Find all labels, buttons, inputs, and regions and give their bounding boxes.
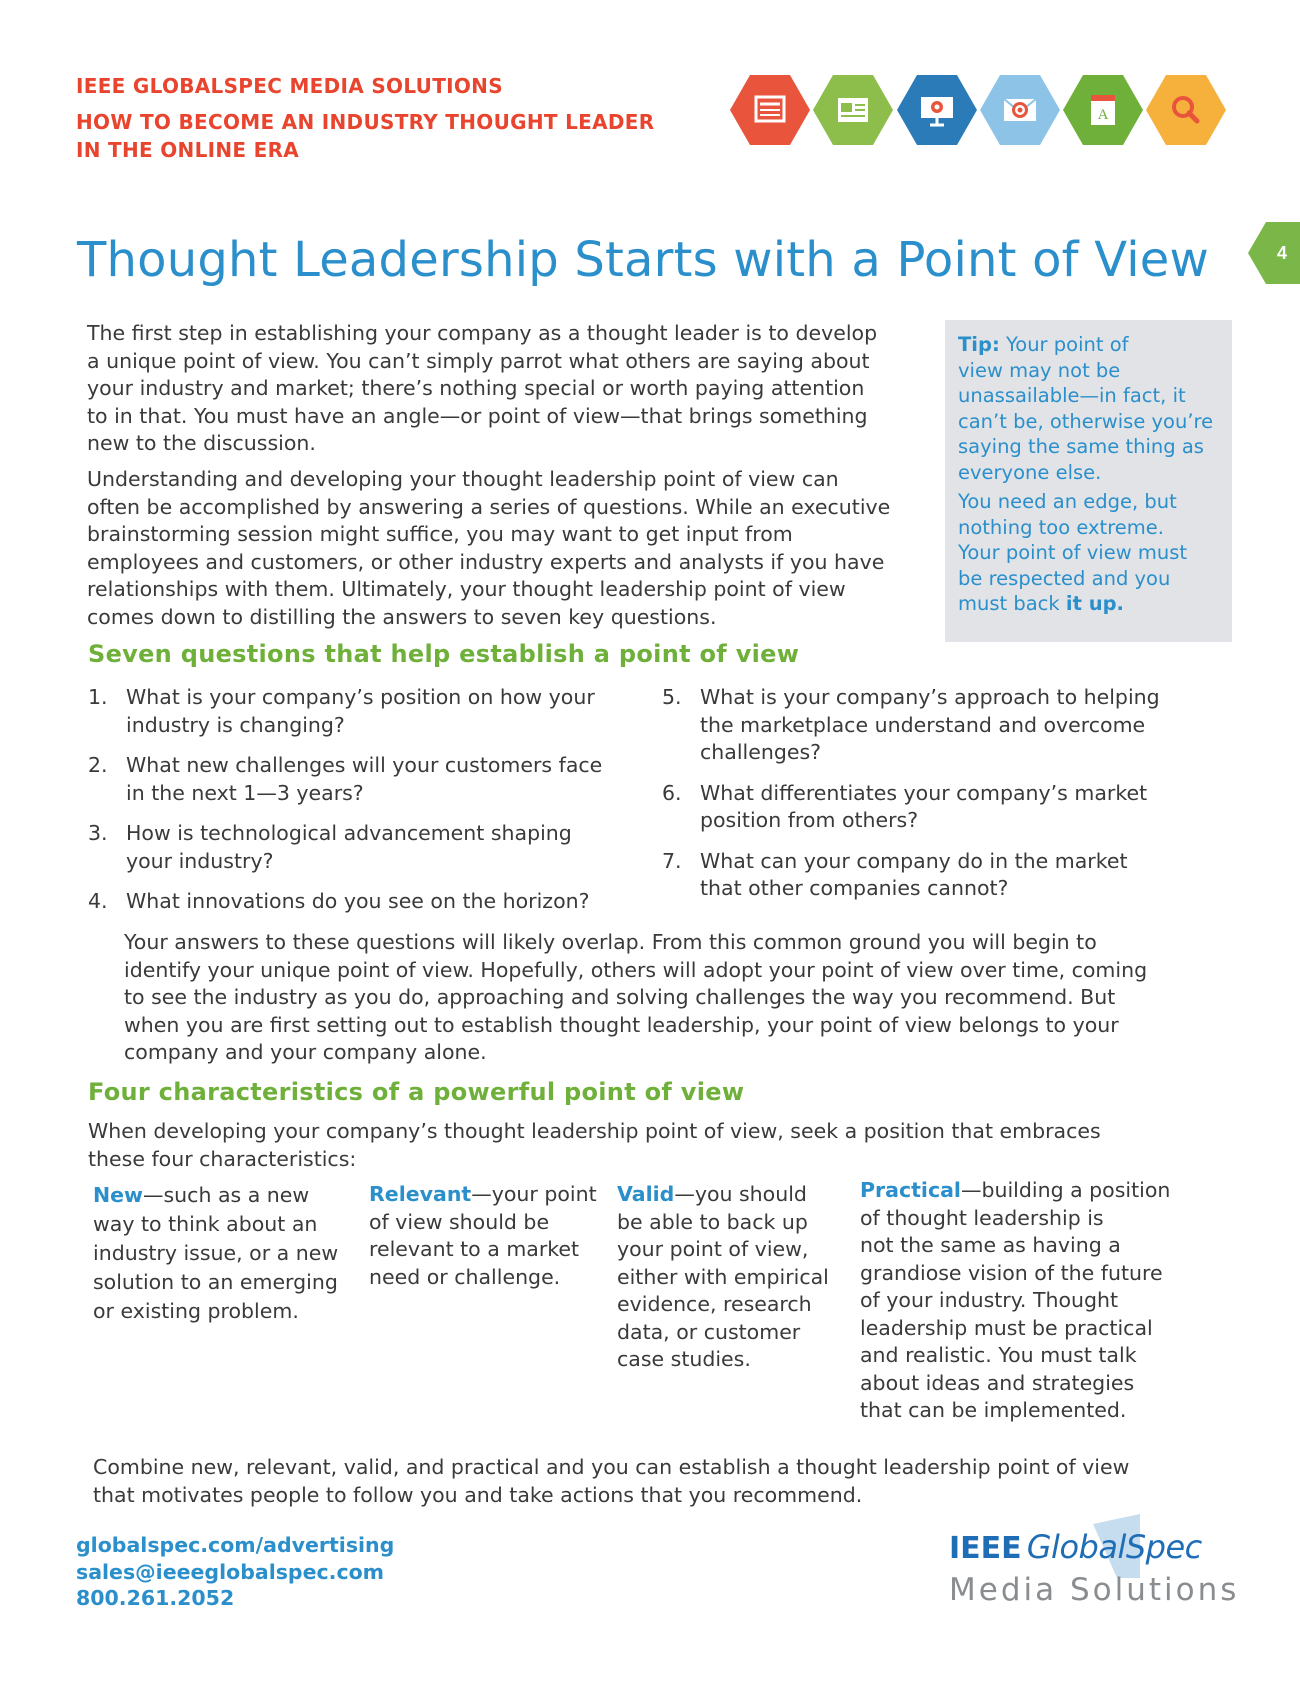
tip-label: Tip:	[958, 333, 1000, 356]
text-line: that motivates people to follow you and take actions that you recommend.	[93, 1482, 863, 1507]
footer-contact	[76, 1532, 394, 1612]
website-link[interactable]: globalspec.com/advertising	[76, 1533, 395, 1557]
tip-paragraph-1	[958, 332, 1226, 485]
questions-summary	[124, 929, 1244, 1067]
text-line: —such as a new	[143, 1183, 310, 1207]
list-item	[662, 780, 1202, 835]
presentation-screen-icon	[897, 75, 977, 145]
characteristic-practical	[860, 1177, 1190, 1425]
text-line: employees and customers, or other industry experts and analysts if you have	[87, 549, 885, 574]
text-line: and realistic. You must talk	[860, 1343, 1137, 1367]
list-number: 1.	[88, 685, 108, 709]
text-line: evidence, research	[617, 1292, 812, 1316]
text-line: —your point	[471, 1182, 597, 1206]
text-line: these four characteristics:	[88, 1146, 357, 1171]
text-line: identify your unique point of view. Hopefully, others will adopt your point of view over time, coming	[124, 957, 1148, 982]
page-number: 4	[1276, 243, 1288, 263]
text-line: be respected and you	[958, 566, 1171, 590]
characteristic-keyword: Relevant	[369, 1182, 472, 1206]
characteristic-new	[93, 1181, 363, 1326]
search-icon	[1146, 75, 1226, 145]
text-line: way to think about an	[93, 1212, 318, 1236]
four-characteristics-heading: Four characteristics of a powerful point of view	[88, 1078, 745, 1106]
characteristic-keyword: Practical	[860, 1178, 961, 1202]
tip-emphasis: it up.	[1065, 592, 1124, 615]
text-line: When developing your company’s thought leadership point of view, seek a position that embraces	[88, 1119, 1101, 1143]
newspaper-icon	[730, 75, 810, 145]
text-line: solution to an emerging	[93, 1270, 338, 1294]
text-line: challenges?	[700, 740, 822, 764]
text-line: How is technological advancement shaping	[126, 821, 572, 845]
text-line: comes down to distilling the answers to seven key questions.	[87, 604, 717, 629]
text-line: Your point of view must	[958, 541, 1188, 564]
text-line: position from others?	[700, 808, 919, 832]
list-number: 2.	[88, 753, 108, 777]
ebook-icon	[1063, 75, 1143, 145]
text-line: What differentiates your company’s market	[700, 780, 1148, 805]
text-line: your industry?	[126, 848, 274, 873]
text-line: that can be implemented.	[860, 1398, 1127, 1422]
web-page-icon	[813, 75, 893, 145]
text-line: view may not be	[958, 358, 1121, 382]
text-line: What innovations do you see on the horizon?	[126, 889, 590, 913]
text-line: often be accomplished by answering a series of questions. While an executive	[87, 494, 891, 519]
text-line: of thought leadership is	[860, 1205, 1104, 1230]
list-number: 7.	[662, 848, 682, 873]
text-line: of your industry. Thought	[860, 1288, 1119, 1312]
text-line: brainstorming session might suffice, you may want to get input from	[87, 522, 793, 546]
closing-paragraph	[93, 1454, 1223, 1509]
text-line: What can your company do in the market	[700, 848, 1128, 873]
text-line: not the same as having a	[860, 1233, 1121, 1257]
list-item	[88, 888, 648, 916]
list-number: 6.	[662, 780, 682, 805]
text-line: What new challenges will your customers face	[126, 753, 603, 777]
text-line: grandiose vision of the future	[860, 1260, 1163, 1285]
text-line: new to the discussion.	[87, 431, 316, 455]
text-line: You need an edge, but	[958, 490, 1177, 513]
text-line: Combine new, relevant, valid, and practical and you can establish a thought leadership point of view	[93, 1455, 1130, 1479]
list-number: 5.	[662, 685, 682, 709]
questions-list-left	[88, 684, 648, 929]
text-line: leadership must be practical	[860, 1315, 1153, 1340]
text-line: industry issue, or a new	[93, 1241, 339, 1265]
questions-list-right	[662, 684, 1202, 916]
text-line: Understanding and developing your thought leadership point of view can	[87, 467, 839, 491]
text-line: The first step in establishing your company as a thought leader is to develop	[87, 321, 878, 345]
intro-paragraph-1	[87, 320, 937, 458]
text-line: Your point of	[999, 333, 1129, 356]
list-item	[662, 848, 1202, 903]
text-line: either with empirical	[617, 1264, 829, 1289]
tip-box	[945, 320, 1232, 642]
svg-text:A: A	[1097, 107, 1109, 123]
list-item	[88, 820, 648, 875]
text-line: about ideas and strategies	[860, 1370, 1135, 1395]
text-line: that other companies cannot?	[700, 876, 1009, 900]
text-line: a unique point of view. You can’t simply parrot what others are saying about	[87, 348, 870, 373]
list-number: 4.	[88, 889, 108, 913]
brand-header: IEEE GLOBALSPEC MEDIA SOLUTIONS	[76, 74, 503, 98]
characteristic-valid	[617, 1181, 857, 1374]
guide-title-line2: IN THE ONLINE ERA	[76, 138, 300, 162]
text-line: can’t be, otherwise you’re	[958, 409, 1214, 433]
text-line: or existing problem.	[93, 1299, 299, 1323]
logo-ieee: IEEE	[949, 1531, 1022, 1566]
text-line: your industry and market; there’s nothing special or worth paying attention	[87, 376, 865, 400]
email-target-icon	[980, 75, 1060, 145]
guide-title-line1: HOW TO BECOME AN INDUSTRY THOUGHT LEADER	[76, 110, 655, 134]
characteristic-relevant	[369, 1181, 614, 1291]
text-line: What is your company’s approach to helping	[700, 685, 1160, 709]
text-line: —you should	[674, 1182, 807, 1206]
text-line: data, or customer	[617, 1319, 801, 1344]
tip-paragraph-2	[958, 489, 1226, 617]
text-line: saying the same thing as	[958, 435, 1204, 458]
list-number: 3.	[88, 821, 108, 845]
text-line: relationships with them. Ultimately, your thought leadership point of view	[87, 577, 846, 601]
text-line: need or challenge.	[369, 1264, 561, 1289]
text-line: company and your company alone.	[124, 1040, 487, 1064]
ieee-globalspec-logo	[948, 1512, 1240, 1612]
list-item	[662, 684, 1202, 767]
text-line: your point of view,	[617, 1237, 809, 1261]
text-line: industry is changing?	[126, 712, 345, 737]
text-line: What is your company’s position on how your	[126, 685, 595, 709]
text-line: must back	[958, 592, 1066, 615]
text-line: case studies.	[617, 1347, 751, 1371]
logo-globalspec: GlobalSpec	[1026, 1528, 1202, 1566]
characteristics-intro	[88, 1118, 1218, 1173]
list-item	[88, 752, 648, 807]
text-line: when you are first setting out to establish thought leadership, your point of view belongs to your	[124, 1012, 1119, 1037]
phone-number: 800.261.2052	[76, 1586, 235, 1610]
text-line: nothing too extreme.	[958, 515, 1164, 539]
text-line: relevant to a market	[369, 1237, 580, 1261]
text-line: in the next 1—3 years?	[126, 780, 364, 805]
text-line: unassailable—in fact, it	[958, 384, 1186, 407]
text-line: Your answers to these questions will likely overlap. From this common ground you will begin to	[124, 930, 1097, 954]
email-link[interactable]: sales@ieeeglobalspec.com	[76, 1559, 385, 1584]
text-line: everyone else.	[958, 460, 1102, 484]
text-line: be able to back up	[617, 1209, 808, 1234]
text-line: of view should be	[369, 1209, 550, 1234]
intro-paragraph-2	[87, 466, 937, 631]
text-line: to see the industry as you do, approaching and solving challenges the way you recommend. But	[124, 985, 1116, 1009]
characteristic-keyword: New	[93, 1183, 143, 1207]
seven-questions-heading: Seven questions that help establish a point of view	[88, 640, 800, 668]
text-line: to in that. You must have an angle—or point of view—that brings something	[87, 403, 868, 428]
text-line: the marketplace understand and overcome	[700, 712, 1146, 737]
logo-tagline: Media Solutions	[949, 1572, 1240, 1608]
page-title: Thought Leadership Starts with a Point of View	[77, 232, 1209, 288]
text-line: —building a position	[960, 1178, 1171, 1202]
list-item	[88, 684, 648, 739]
page-number-tab	[1248, 222, 1300, 284]
characteristic-keyword: Valid	[617, 1182, 675, 1206]
